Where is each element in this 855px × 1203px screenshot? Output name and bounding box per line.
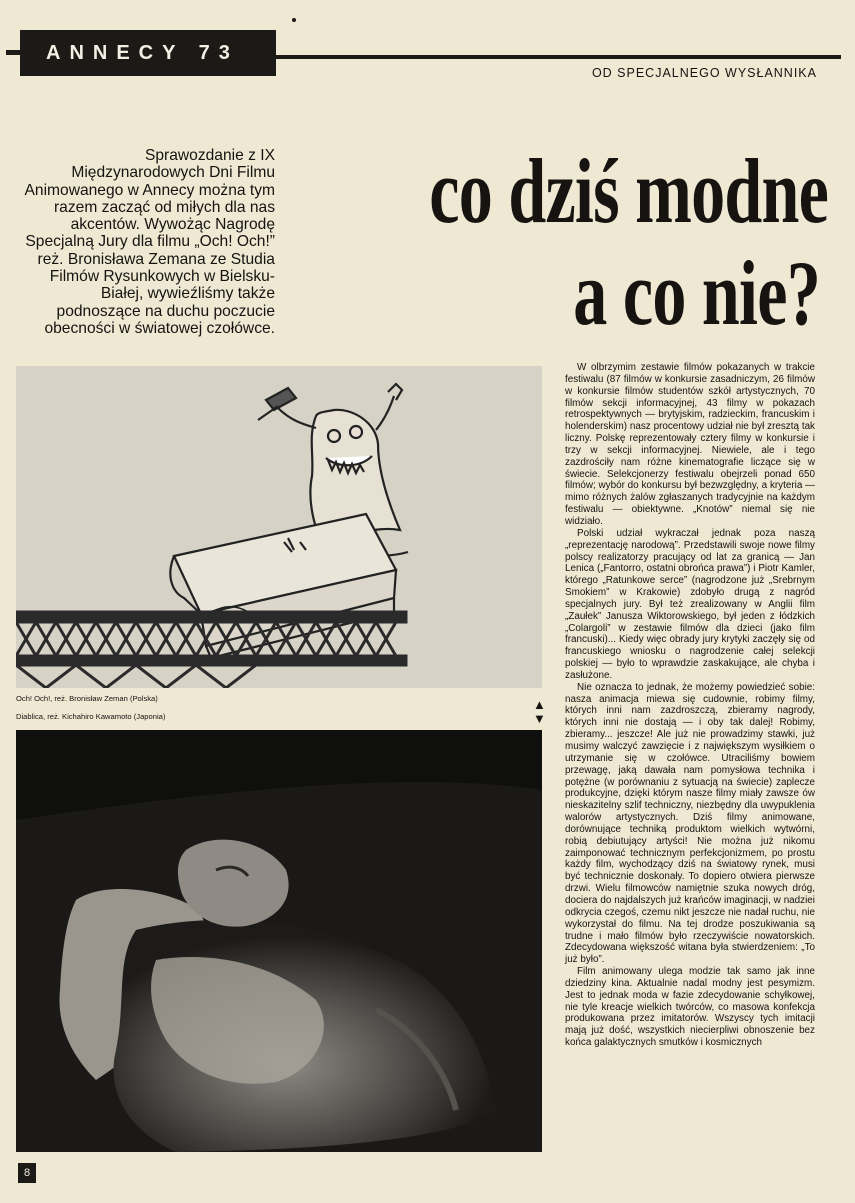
- body-paragraph: W olbrzymim zestawie filmów pokazanych w trakcie festiwalu (87 filmów w konkursie zasadniczym, 26 filmów w konkursie filmów studentów szkół artystycznych, 70 filmów sekcji informacyjnej, 43 filmy w pokazach retrospektywnych — brytyjskim, radzieckim, francuskim i holenderskim) nasz procentowy udział nie był zresztą tak liczny. Polskę reprezentowały cztery filmy w konkursie i trzy w sekcji informacyjnej. Niewiele, ale i tego zazdrościły nam różne kinematografie liczące się w świecie. Selekcjonerzy festiwalu obejrzeli ponad 650 filmów; wybór do konkursu był bezwzględny, a kryteria — mimo różnych żalów zgłaszanych tradycyjnie na każdym festiwalu — obiektywne. „Knotów” niemal się nie widziało.: [565, 362, 815, 527]
- article-body: [565, 362, 815, 1049]
- header-rule-left: [6, 50, 20, 55]
- photo-cartoon: [16, 366, 542, 688]
- body-paragraph: Film animowany ulega modzie tak samo jak inne dziedziny kina. Aktualnie nadal modny jest pesymizm. Jest to jednak moda w fazie zdecydowanie schyłkowej, nie tyle kreacje wielkich twórców, co masowa konfekcja produkowana przez imitatorów. Wszyscy tych imitacji mają już dość, wszystkich niecierpliwi obnoszenie bez końca galaktycznych smutków i kosmicznych: [565, 966, 815, 1049]
- lead-paragraph: Sprawozdanie z IX Międzynarodowych Dni Filmu Animowanego w Annecy można tym razem zacząć od miłych dla nas akcentów. Wywożąc Nagrodę Specjalną Jury dla filmu „Och! Och!” reż. Bronisława Zemana ze Studia Filmów Rysunkowych w Bielsku-Białej, wywieźliśmy także podnoszące na duchu poczucie obecności w światowej czołówce.: [24, 147, 275, 337]
- photo-diablica: [16, 730, 542, 1152]
- headline-line-2: a co nie?: [573, 242, 820, 344]
- print-dot: [292, 18, 296, 22]
- body-paragraph: Nie oznacza to jednak, że możemy powiedzieć sobie: nasza animacja miewa się cudownie, robimy filmy, których inni nam zazdroszczą, zbieramy nagrody, których inni nie dostają — i oby tak dalej! Robimy, zbieramy... jeszcze! Ale już nie prowadzimy stawki, już musimy walczyć zawzięcie i z największym wysiłkiem o utrzymanie się w czołówce. Utraciliśmy bowiem przewagę, jaką dawała nam pomysłowa technika i potężne (w porównaniu z sytuacją na świecie) zaplecze produkcyjne, dzięki którym nasze filmy miały zawsze ów nieskazitelny szlif techniczny, niezbędny dla uwypuklenia walorów artystycznych. Dziś filmy animowane, dorównujące techniką produktom wielkich wytwórni, robią debiutujący artyści! Nie można już nikomu zaimponować technicznym perfekcjonizmem, po prostu każdy film, wychodzący dziś na światowy rynek, musi być technicznie doskonały. To dopiero otwiera pierwsze drzwi. Wielu filmowców namiętnie szuka nowych dróg, dociera do najdalszych już krańców imaginacji, w nadziei odkrycia czegoś, czemu nikt jeszcze nie nadał ruchu, nie wykorzystał do filmu. Na tej drodze poszukiwania są trudne i mało filmów było rzeczywiście nowatorskich. Zdecydowana większość witana była stwierdzeniem: „To już było”.: [565, 681, 815, 966]
- arrow-down-icon: ▼: [533, 711, 546, 726]
- caption-top: Och! Och!, reż. Bronisław Zeman (Polska): [16, 694, 158, 703]
- header-rule: [276, 55, 841, 59]
- arrow-up-icon: ▲: [533, 697, 546, 712]
- body-paragraph: Polski udział wykraczał jednak poza naszą „reprezentację narodową”. Przedstawili swoje nowe filmy polscy realizatorzy pracujący od lat za granicą — Jan Lenica („Fantorro, ostatni obrońca prawa”) i Piotr Kamler, którego „Ratunkowe serce” (nagrodzone już „Srebrnym Smokiem” w Krakowie) zdobyło drugą z nagród specjalnych jury. Był też zrealizowany w Anglii film „Zaułek” Janusza Wiktorowskiego, był jeden z łódzkich „Colargoli” w zestawie filmów dla dzieci (jako film francuski)... Kiedy więc obrady jury krytyki zaczęły się od francuskiego wniosku o nagrodzenie całej selekcji polskiej — było to wprawdzie zaskakujące, ale chyba i zasłużone.: [565, 527, 815, 681]
- section-tag: ANNECY 73: [20, 30, 276, 76]
- headline: [429, 140, 829, 344]
- headline-line-1: co dziś modne: [429, 140, 829, 242]
- byline: OD SPECJALNEGO WYSŁANNIKA: [591, 66, 817, 80]
- caption-bottom: Diablica, reż. Kichahiro Kawamoto (Japonia): [16, 712, 166, 721]
- page-number: 8: [18, 1163, 36, 1183]
